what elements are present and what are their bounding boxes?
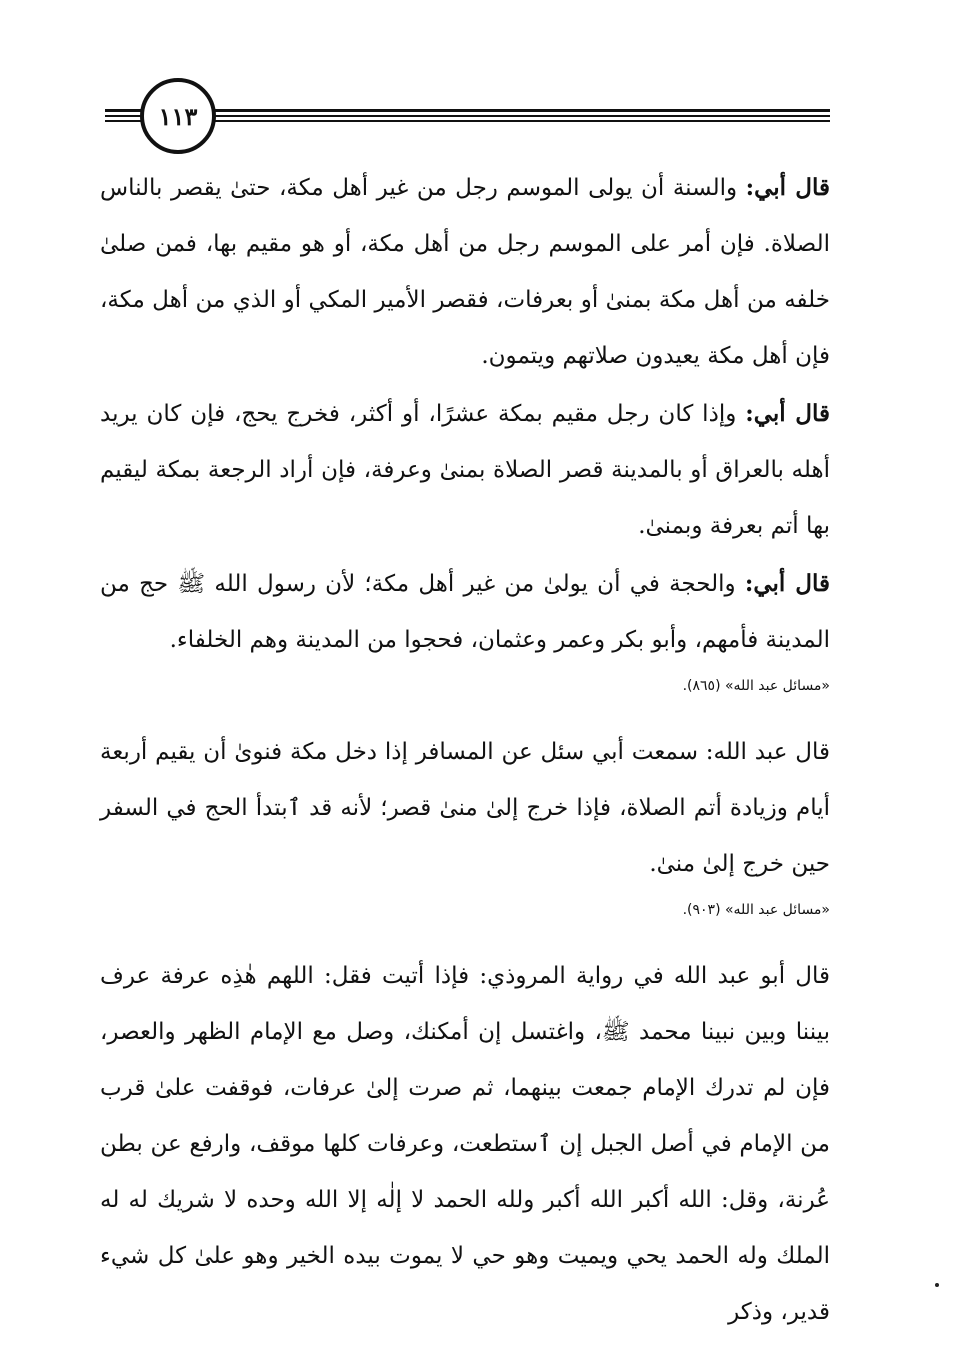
margin-dot [935,1283,939,1287]
paragraph-lead: قال أبي: [744,570,830,597]
paragraph-lead: قال أبي: [745,174,830,201]
paragraph: قال أبو عبد الله في رواية المروذي: فإذا أتيت فقل: اللهم هٰذِه عرفة عرف بيننا وبين نبينا محمد ﷺ، واغتسل إن أمكنك، وصل مع الإمام الظهر والعصر، فإن لم تدرك الإمام جمعت بينهما، ثم صرت إلىٰ عرفات، فوقفت علىٰ قرب من الإمام في أصل الجبل إن ٱستطعت، وعرفات كلها موقف، وارفع عن بطن عُرنة، وقل: الله أكبر الله أكبر ولله الحمد لا إلٰه إلا الله وحده لا شريك له له الملك وله الحمد يحي ويميت وهو حي لا يموت بيده الخير وهو علىٰ كل شيء قدير، وذكر [100,963,830,1325]
source-citation: «مسائل عبد الله» (٩٠٣). [682,902,830,918]
paragraph [100,556,830,668]
paragraph: قال عبد الله: سمعت أبي سئل عن المسافر إذا دخل مكة فنوىٰ أن يقيم أربعة أيام وزيادة أتم الصلاة، فإذا خرج إلىٰ منىٰ قصر؛ لأنه قد ٱبتدأ الحج في السفر حين خرج إلىٰ منىٰ. [100,739,830,877]
source-citation: «مسائل عبد الله» (٨٦٥). [682,678,830,694]
paragraph-text: والسنة أن يولى الموسم رجل من غير أهل مكة، حتىٰ يقصر بالناس الصلاة. فإن أمر على الموسم رجل من أهل مكة، أو هو مقيم بها، فمن صلىٰ خلفه من أهل مكة بمنىٰ أو بعرفات، فقصر الأمير المكي أو الذي من أهل مكة، فإن أهل مكة يعيدون صلاتهم ويتمون. [100,175,830,369]
page-body [100,160,830,1340]
paragraph-text: والحجة في أن يولىٰ من غير أهل مكة؛ لأن رسول الله ﷺ حج من المدينة فأمهم، وأبو بكر وعمر وعثمان، فحجوا من المدينة وهم الخلفاء. [100,571,830,653]
paragraph [100,160,830,384]
page-number: ١١٣ [140,78,216,154]
paragraph-lead: قال أبي: [745,400,830,427]
paragraph-text: وإذا كان رجل مقيم بمكة عشرًا، أو أكثر، فخرج يحج، فإن كان يريد أهله بالعراق أو بالمدينة قصر الصلاة بمنىٰ وعرفة، فإن أراد الرجعة بمكة ليقيم بها أتم بعرفة وبمنىٰ. [100,401,830,539]
paragraph [100,386,830,554]
